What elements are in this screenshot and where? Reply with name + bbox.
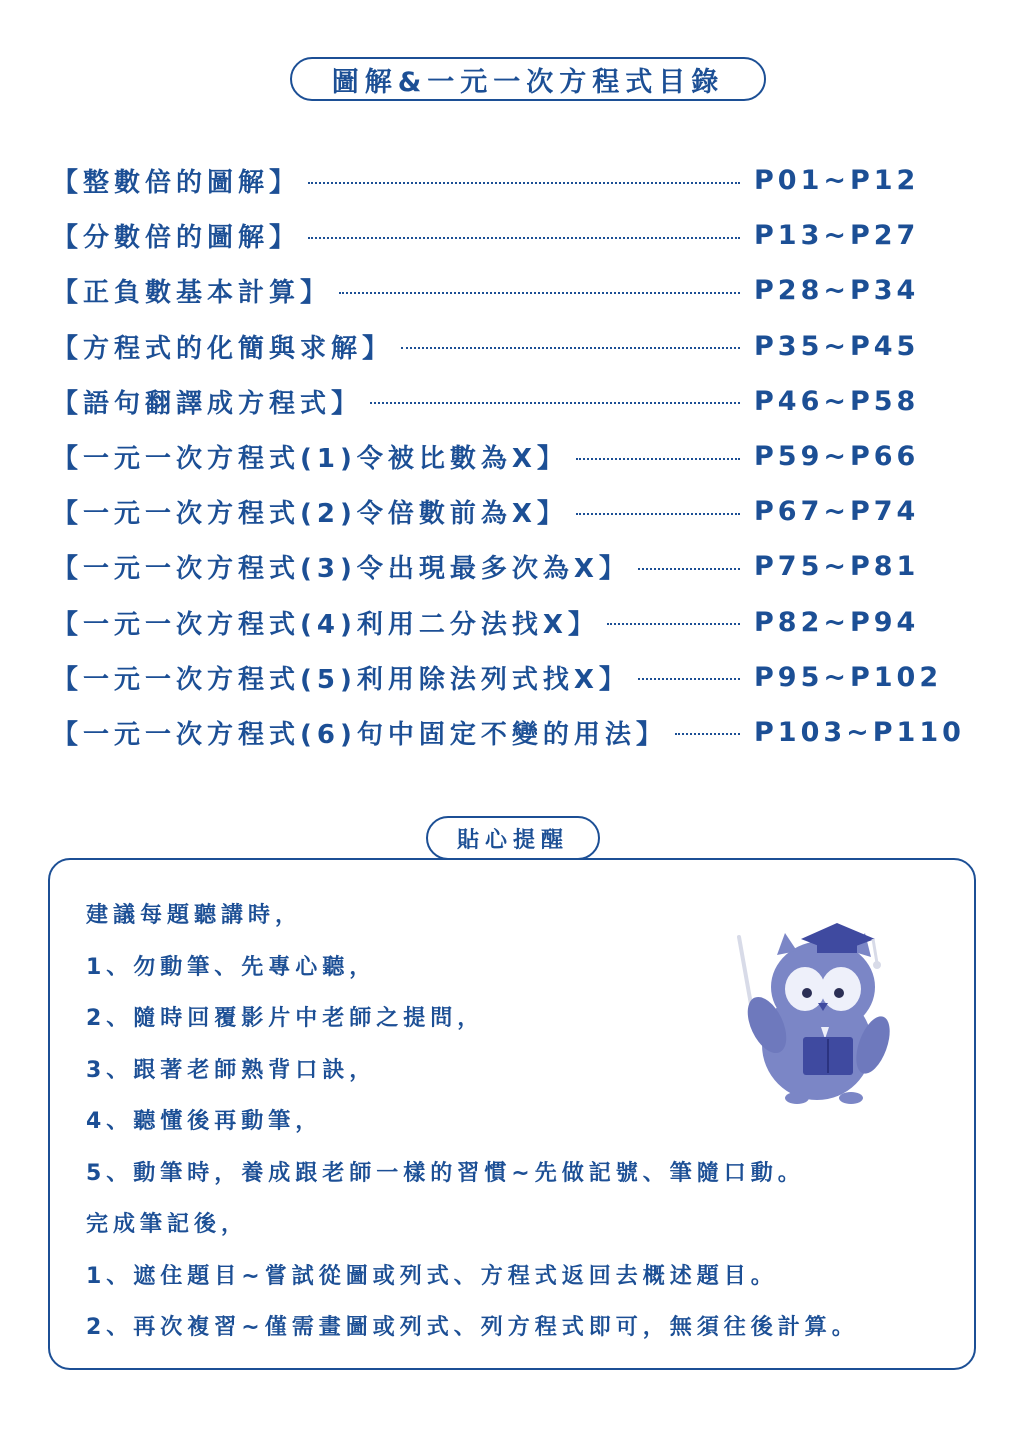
toc-entry-pages: P46~P58 (754, 385, 920, 417)
tip-line: 2、隨時回覆影片中老師之提問， (86, 1006, 485, 1032)
toc-entry[interactable] (52, 374, 972, 429)
toc-entry[interactable] (52, 153, 972, 208)
toc-entry-pages: P13~P27 (754, 220, 920, 252)
dot-leader (339, 292, 740, 294)
toc-entry-pages: P35~P45 (754, 330, 920, 362)
toc-entry-pages: P95~P102 (754, 661, 943, 693)
tip-line: 5、動筆時，養成跟老師一樣的習慣~先做記號、筆隨口動。 (86, 1160, 805, 1186)
toc-entry-label: 【一元一次方程式(1)令被比數為X】 (52, 444, 568, 475)
toc-entry[interactable] (52, 705, 972, 760)
toc-entry[interactable] (52, 319, 972, 374)
tip-line: 1、勿動筆、先專心聽， (86, 954, 377, 980)
toc-entry-pages: P28~P34 (754, 275, 920, 307)
dot-leader (638, 678, 740, 680)
toc-entry-pages: P82~P94 (754, 606, 920, 638)
dot-leader (638, 568, 740, 570)
toc-entry[interactable] (52, 263, 972, 318)
tip-line: 2、再次複習~僅需畫圖或列式、列方程式即可，無須往後計算。 (86, 1315, 859, 1341)
dot-leader (607, 623, 740, 625)
dot-leader (370, 402, 740, 404)
tip-line: 完成筆記後， (86, 1212, 249, 1238)
dot-leader (308, 182, 740, 184)
tip-line: 1、遮住題目~嘗試從圖或列式、方程式返回去概述題目。 (86, 1263, 778, 1289)
toc-entry-pages: P103~P110 (754, 716, 965, 748)
toc-entry[interactable] (52, 595, 972, 650)
toc-entry[interactable] (52, 539, 972, 594)
dot-leader (308, 237, 740, 239)
dot-leader (576, 458, 740, 460)
tip-line: 建議每題聽講時， (86, 903, 303, 929)
toc-entry[interactable] (52, 484, 972, 539)
toc-entry[interactable] (52, 429, 972, 484)
toc-entry[interactable] (52, 208, 972, 263)
toc-entry-label: 【一元一次方程式(5)利用除法列式找X】 (52, 664, 630, 695)
toc-entry-pages: P59~P66 (754, 441, 920, 473)
table-of-contents (52, 153, 972, 760)
toc-entry-pages: P01~P12 (754, 165, 920, 197)
owl-teacher-illustration (725, 915, 900, 1110)
toc-entry-label: 【一元一次方程式(6)句中固定不變的用法】 (52, 719, 667, 750)
page-title: 圖解&一元一次方程式目錄 (290, 57, 766, 101)
dot-leader (401, 347, 740, 349)
dot-leader (576, 513, 740, 515)
toc-entry-label: 【一元一次方程式(2)令倍數前為X】 (52, 499, 568, 530)
tips-heading: 貼心提醒 (426, 816, 600, 860)
toc-entry-label: 【一元一次方程式(3)令出現最多次為X】 (52, 554, 630, 585)
tip-line: 3、跟著老師熟背口訣， (86, 1057, 377, 1083)
toc-entry-label: 【一元一次方程式(4)利用二分法找X】 (52, 609, 599, 640)
toc-entry-pages: P75~P81 (754, 551, 920, 583)
toc-entry-label: 【整數倍的圖解】 (52, 168, 301, 199)
tip-line: 4、聽懂後再動筆， (86, 1109, 323, 1135)
toc-entry-label: 【方程式的化簡與求解】 (52, 333, 394, 364)
toc-entry-label: 【正負數基本計算】 (52, 278, 332, 309)
toc-entry-label: 【語句翻譯成方程式】 (52, 388, 363, 419)
toc-entry[interactable] (52, 650, 972, 705)
dot-leader (675, 733, 740, 735)
toc-entry-pages: P67~P74 (754, 496, 920, 528)
toc-entry-label: 【分數倍的圖解】 (52, 223, 301, 254)
